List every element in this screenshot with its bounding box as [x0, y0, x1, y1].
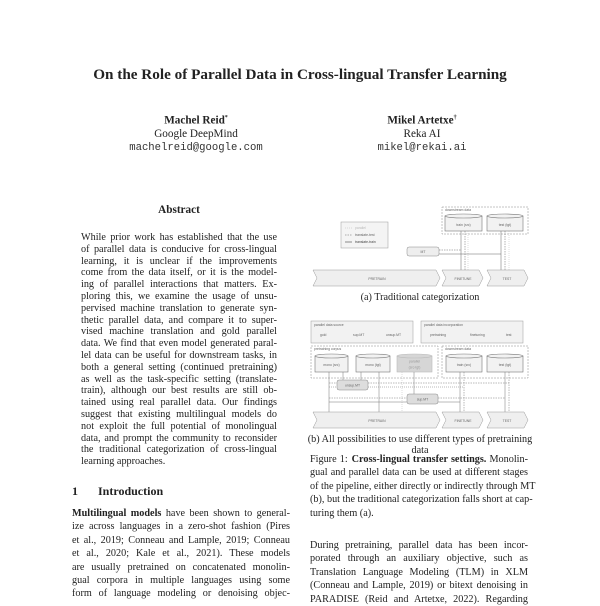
- text-line-content: Translation Language Modeling (TLM) in XLM: [310, 566, 528, 578]
- text-line-content: gual and parallel data can be used at different stages: [310, 467, 528, 479]
- text-line-content: learning approaches.: [81, 456, 166, 468]
- text-line-content: ize across languages in a zero-shot fashion (Pires: [72, 521, 290, 533]
- text-line-content: come from the data itself, or it is the model-: [81, 267, 277, 279]
- legend-test: test: [506, 333, 512, 337]
- text-line-content: pervised machine translation to generate syn-: [81, 302, 277, 314]
- text-line-content: ing of parallel interactions that matters. Ex-: [81, 279, 277, 291]
- text-line-content: data, and prompt the community to reconsider: [81, 432, 277, 444]
- text-line-content: as well as the task-specific setting (translate-: [81, 373, 277, 385]
- stage-label: TEST: [502, 277, 512, 281]
- bold-lead: Multilingual models: [72, 508, 162, 519]
- train-src-cylinder: train (src): [456, 363, 472, 367]
- author-email[interactable]: machelreid@google.com: [129, 141, 263, 154]
- text-line-content: During pretraining, parallel data has been incor-: [310, 540, 528, 551]
- mt-label: MT: [420, 250, 426, 254]
- right-column-body: [310, 539, 528, 606]
- test-tgt-cylinder: [487, 214, 523, 231]
- text-line-content: suggest that existing multilingual models do: [81, 408, 277, 420]
- text-line: [310, 453, 528, 466]
- text-line-content: (Conneau and Lample, 2019) or bitext denoising in: [310, 580, 528, 592]
- text-line: [310, 507, 528, 520]
- stage-label: FINETUNE: [454, 419, 472, 423]
- legend-pretraining: pretraining: [430, 333, 447, 337]
- legend-unsup-mt: unsup.MT: [386, 333, 402, 337]
- caption-bold: Cross-lingual transfer settings.: [351, 454, 487, 465]
- text-line-content: both a general setting (continued pretraining): [81, 361, 277, 373]
- mono-src-cylinder: mono (src): [323, 363, 340, 367]
- text-line-content: train), although our best results are still ob-: [81, 385, 277, 397]
- text-line-content: tained using real parallel data. Our findings: [81, 397, 277, 409]
- legend-translate-test: translate-test: [355, 233, 375, 237]
- stage-label: TEST: [502, 419, 512, 423]
- downstream-data-label: downstream data: [445, 208, 472, 212]
- text-line-content: not exploit the full potential of monolingual: [81, 420, 277, 432]
- stage-label: PRETRAIN: [368, 419, 386, 423]
- legend-title: parallel data incorporation: [424, 323, 464, 327]
- text-line: [310, 480, 536, 493]
- author-affiliation: Reka AI: [403, 128, 441, 141]
- author-name: Machel Reid*: [164, 114, 228, 127]
- text-line-content: ploring this, we examine the usage of unsu-: [81, 290, 277, 302]
- svg-text:train (src): train (src): [456, 223, 471, 227]
- text-line-content: porated through an auxiliary objective, such as: [310, 553, 528, 565]
- test-tgt-cylinder: test (tgt): [498, 363, 512, 367]
- text-line-content: thetic parallel data, and compare it to super-: [81, 314, 277, 326]
- text-line-content: PARADISE (Reid and Artetxe, 2022). Regarding: [310, 593, 528, 605]
- paper-title: On the Role of Parallel Data in Cross-lingual Transfer Learning: [93, 66, 507, 83]
- text-line-content: (b), but the traditional categorization falls short at cap-: [310, 494, 533, 506]
- mono-tgt-cylinder: mono (tgt): [365, 363, 381, 367]
- text-line-content: have been shown to general-: [161, 508, 290, 519]
- downstream-data-label: downstream data: [445, 347, 472, 351]
- text-line-content: gual corpora in multiple languages using some: [72, 574, 290, 586]
- sup-mt-label: sup.MT: [416, 397, 429, 402]
- parallel-cylinder-sub: (src-tgt): [408, 365, 421, 370]
- stage-label: PRETRAIN: [368, 277, 386, 281]
- text-line: [310, 579, 528, 592]
- text-line-content: form of language modeling or denoising objec-: [72, 588, 290, 600]
- unsup-mt-label: unsup.MT: [344, 383, 361, 388]
- author-affiliation: Google DeepMind: [154, 128, 238, 141]
- text-line-content: While prior work has established that the use: [81, 232, 277, 243]
- stage-label: FINETUNE: [454, 277, 472, 281]
- svg-text:test (tgt): test (tgt): [498, 223, 512, 227]
- text-line-content: Monolin-: [486, 454, 528, 465]
- text-line: [310, 539, 528, 552]
- text-line-content: of parallel data is conducive for cross-lingual: [81, 243, 277, 255]
- text-line: [310, 593, 528, 606]
- train-src-cylinder: [445, 214, 482, 231]
- legend-title: parallel data source: [314, 323, 344, 327]
- legend-finetuning: finetuning: [470, 333, 485, 337]
- text-line-content: et al., 2020; Kale et al., 2021). These models: [72, 548, 290, 560]
- subcaption-a: (a) Traditional categorization: [360, 292, 480, 303]
- text-line-content: data. We find that even model generated paral-: [81, 338, 277, 350]
- abstract-heading: Abstract: [158, 204, 200, 216]
- text-line-content: lel data can be useful for downstream tasks, in: [81, 349, 277, 361]
- legend-parallel: parallel: [355, 226, 366, 230]
- text-line-content: the traditional categorization of cross-lingual: [81, 444, 277, 456]
- parallel-cylinder: parallel: [409, 359, 420, 364]
- text-line: [310, 552, 528, 565]
- text-line-content: of the pipeline, either directly or indirectly through MT: [310, 480, 536, 492]
- intro-heading: 1 Introduction: [72, 484, 164, 498]
- text-line-content: et al., 2019; Conneau and Lample, 2019; Conneau: [72, 534, 290, 546]
- figure-caption: [310, 453, 536, 520]
- text-line-content: turing them (a).: [310, 507, 374, 519]
- text-line: [310, 466, 528, 479]
- legend-sup-mt: sup.MT: [353, 333, 365, 337]
- corpus-label: pretraining corpus: [314, 347, 342, 351]
- arrows-a: [439, 231, 509, 270]
- author-email[interactable]: mikel@rekai.ai: [377, 141, 467, 154]
- text-line: [310, 566, 528, 579]
- legend-translate-train: translate-train: [355, 240, 376, 244]
- subcaption-b: (b) All possibilities to use different types of pretraining data: [307, 434, 533, 456]
- text-line-content: are usually pretrained on concatenated monolin-: [72, 561, 290, 573]
- author-name: Mikel Artetxe†: [387, 114, 457, 127]
- text-line-content: vised machine translation and gold parallel: [81, 326, 277, 338]
- text-line-content: learning, it is unclear if the improvements: [81, 255, 277, 267]
- legend-gold: gold: [320, 333, 327, 337]
- legend-a: [341, 222, 388, 248]
- caption-label: Figure 1:: [310, 454, 348, 465]
- text-line: [310, 493, 533, 506]
